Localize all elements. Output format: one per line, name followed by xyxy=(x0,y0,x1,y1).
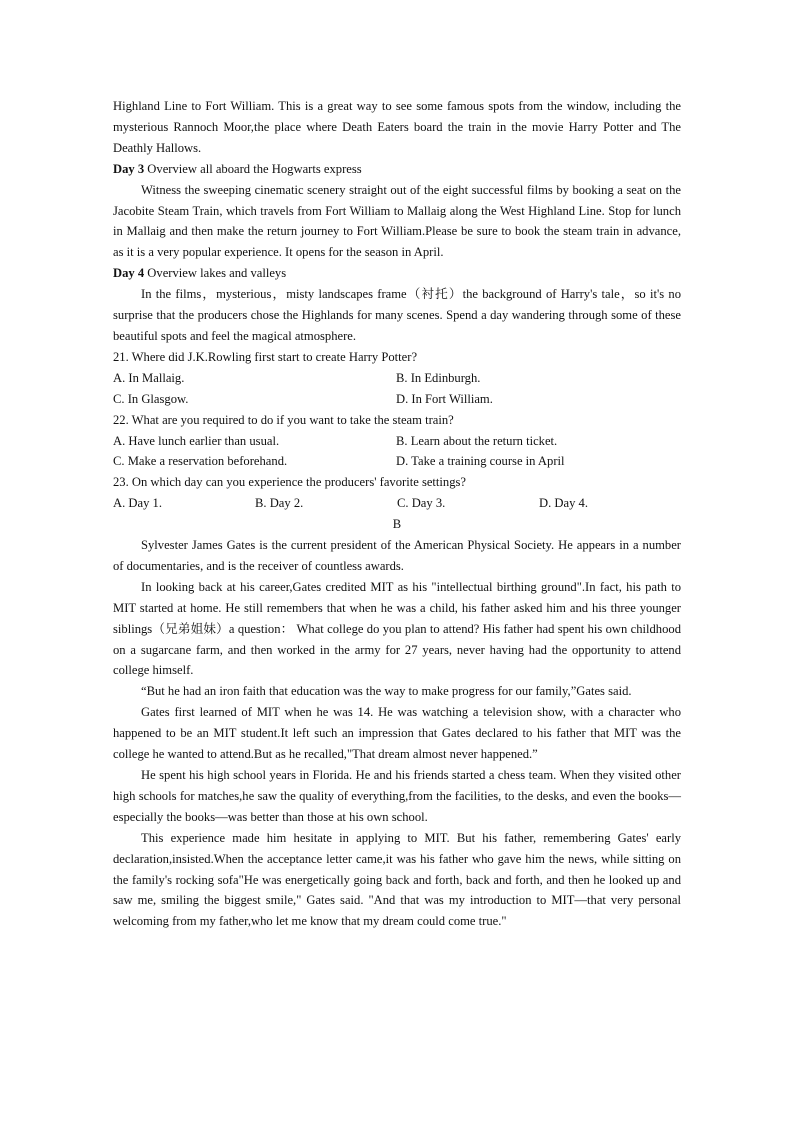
q22-option-a: A. Have lunch earlier than usual. xyxy=(113,433,280,448)
passage-b-paragraph: Sylvester James Gates is the current president of the American Physical Society. He appears in a number of documentaries, and is the receiver of countless awards. xyxy=(113,538,681,573)
passage-b-paragraph: Gates first learned of MIT when he was 14. He was watching a television show, with a character who happened to be an MIT student.It left such an impression that Gates declared to his father that MIT was the college he wanted to attend.But as he recalled,"That dream almost never happened.” xyxy=(113,705,681,762)
question-22: 22. What are you required to do if you want to take the steam train? xyxy=(113,412,454,427)
document-page xyxy=(113,96,681,932)
q23-option-d: D. Day 4. xyxy=(539,496,588,511)
day4-heading xyxy=(113,263,681,284)
day3-paragraph: Witness the sweeping cinematic scenery straight out of the eight successful films by booking a seat on the Jacobite Steam Train, which travels from Fort William to Mallaig along the West Highland Line. Stop for lunch in Mallaig and then make the return journey to Fort William.Please be sure to book the steam train in advance, as it is a very popular experience. It opens for the season in April. xyxy=(113,182,681,260)
q23-option-b: B. Day 2. xyxy=(255,496,304,511)
q21-option-d: D. In Fort William. xyxy=(396,391,493,406)
question-23: 23. On which day can you experience the producers' favorite settings? xyxy=(113,475,467,490)
question-21: 21. Where did J.K.Rowling first start to create Harry Potter? xyxy=(113,349,418,364)
day4-title: Overview lakes and valleys xyxy=(147,266,287,281)
question-22-options-row-1 xyxy=(113,431,681,452)
day3-title: Overview all aboard the Hogwarts express xyxy=(147,161,362,176)
question-21-options-row-1 xyxy=(113,368,681,389)
passage-b-paragraph: He spent his high school years in Florida. He and his friends started a chess team. When they visited other high schools for matches,he saw the quality of everything,from the facilities, to the desks, and even the books—especially the books—was better than those at his own school. xyxy=(113,768,681,824)
q23-option-c: C. Day 3. xyxy=(397,496,446,511)
q22-option-b: B. Learn about the return ticket. xyxy=(396,433,558,448)
day3-label: Day 3 xyxy=(113,161,145,176)
passage-b-heading: B xyxy=(392,517,402,532)
passage-a-intro: Highland Line to Fort William. This is a great way to see some famous spots from the window, including the mysterious Rannoch Moor,the place where Death Eaters board the train in the movie Harry Potter and The Deathly Hallows. xyxy=(113,99,681,155)
q22-option-d: D. Take a training course in April xyxy=(396,454,565,469)
question-21-options-row-2 xyxy=(113,389,681,410)
passage-b-paragraph: This experience made him hesitate in applying to MIT. But his father, remembering Gates' early declaration,insisted.When the acceptance letter came,it was his father who gave him the news, while sitting on the family's rocking sofa"He was energetically going back and forth, back and forth, and then he looked up and saw me, smiling the biggest smile," Gates said. "And that was my introduction to MIT—that very personal welcoming from my father,who let me know that my dream could come true." xyxy=(113,830,681,929)
q21-option-b: B. In Edinburgh. xyxy=(396,370,481,385)
q23-option-a: A. Day 1. xyxy=(113,496,162,511)
day4-label: Day 4 xyxy=(113,266,145,281)
passage-b-paragraph: In looking back at his career,Gates credited MIT as his "intellectual birthing ground".In fact, his path to MIT started at home. He still remembers that when he was a child, his father asked him and his three younger siblings（兄弟姐妹）a question： What college do you plan to attend? His father had spent his own childhood on a sugarcane farm, and then worked in the army for 27 years, never having had the opportunity to attend college himself. xyxy=(113,579,681,678)
day4-paragraph: In the films，mysterious，misty landscapes frame（衬托）the background of Harry's tale，so it's no surprise that the producers chose the Highlands for many scenes. Spend a day wandering through some of these beautiful spots and feel the magical atmosphere. xyxy=(113,287,681,343)
q21-option-c: C. In Glasgow. xyxy=(113,391,189,406)
q22-option-c: C. Make a reservation beforehand. xyxy=(113,454,288,469)
question-23-options-row xyxy=(113,493,681,514)
q21-option-a: A. In Mallaig. xyxy=(113,370,185,385)
question-22-options-row-2 xyxy=(113,451,681,472)
day3-heading xyxy=(113,159,681,180)
passage-b-paragraph: “But he had an iron faith that education was the way to make progress for our family,”Gates said. xyxy=(141,684,632,699)
